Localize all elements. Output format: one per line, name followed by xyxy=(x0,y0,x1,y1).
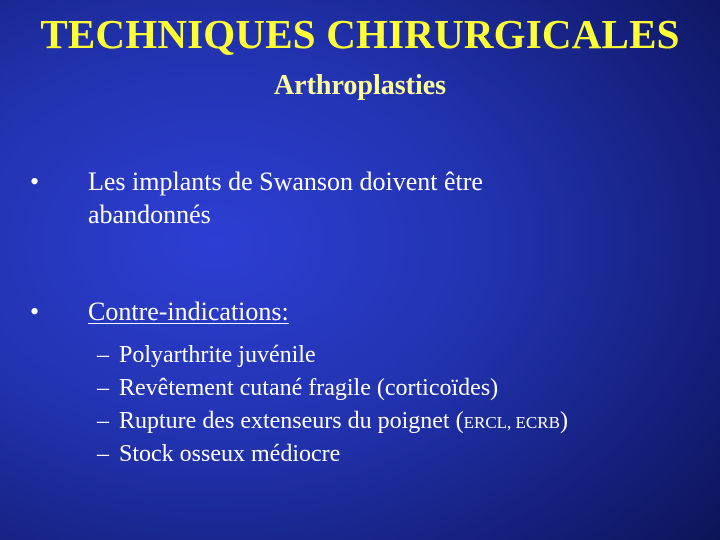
list-item-text: Stock osseux médiocre xyxy=(119,441,341,467)
slide-subtitle: Arthroplasties xyxy=(273,70,447,101)
bullet-text: Contre-indications: xyxy=(88,297,289,326)
list-item-text: Revêtement cutané fragile (corticoïdes) xyxy=(119,375,499,401)
bullet-text-line-2: abandonnés xyxy=(88,200,211,229)
list-item xyxy=(97,339,568,372)
bullet-dot-icon: • xyxy=(30,167,40,196)
contraindications-list xyxy=(97,339,568,471)
dash-icon: – xyxy=(97,441,109,467)
bullet-text xyxy=(88,165,708,231)
list-item xyxy=(97,372,568,405)
bullet-dot-icon: • xyxy=(30,297,40,326)
list-item xyxy=(97,438,568,471)
dash-icon: – xyxy=(97,342,109,368)
dash-icon: – xyxy=(97,375,109,401)
list-item-text: Polyarthrite juvénile xyxy=(119,342,316,368)
list-item-abbreviation: ERCL, ECRB xyxy=(463,413,560,432)
list-item xyxy=(97,405,568,438)
slide-title: TECHNIQUES CHIRURGICALES xyxy=(40,11,680,57)
dash-icon: – xyxy=(97,408,109,434)
list-item-text: Rupture des extenseurs du poignet ( xyxy=(119,408,464,434)
bullet-text-line-1: Les implants de Swanson doivent être xyxy=(88,167,483,196)
list-item-close-paren: ) xyxy=(559,408,568,434)
